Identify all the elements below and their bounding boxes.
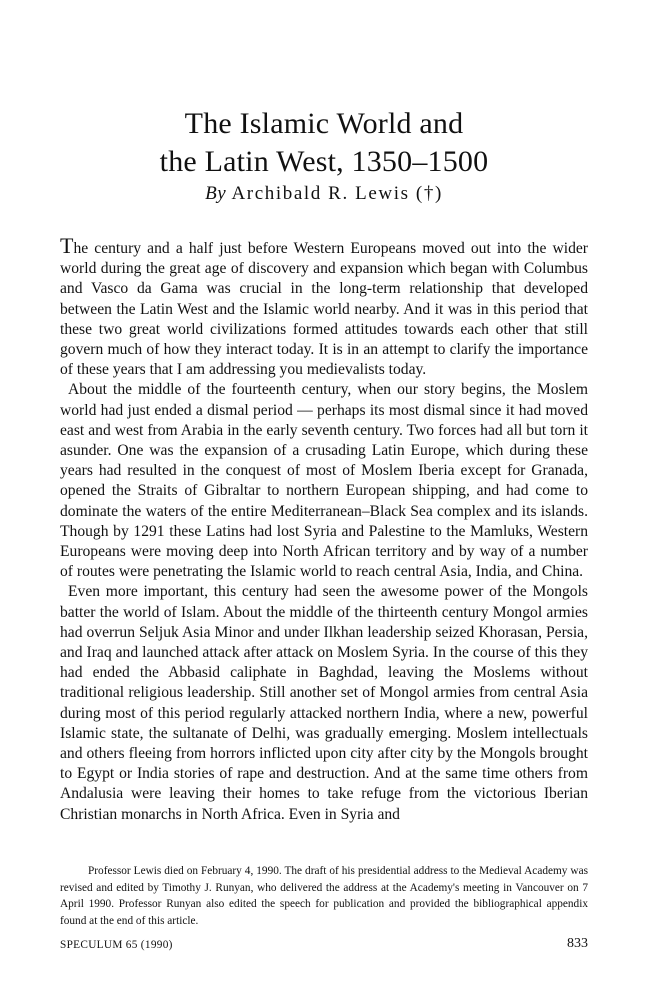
byline	[0, 183, 648, 205]
paragraph-1-text: he century and a half just before Western Europeans moved out into the wider world during the great age of discovery and expansion which began with Columbus and Vasco da Gama was crucial in the long-term relationship that developed between the Latin West and the Islamic world nearby. And it was in this period that these two great world civilizations formed attitudes towards each other that still govern much of how they interact today. It is in an attempt to clarify the importance of these years that I am addressing you medievalists today.	[60, 240, 588, 379]
paragraph-3: Even more important, this century had seen the awesome power of the Mongols batter the world of Islam. About the middle of the thirteenth century Mongol armies had overrun Seljuk Asia Minor and under Ilkhan leadership seized Khorasan, Persia, and Iraq and launched attack after attack on Moslem Syria. In the course of this they had ended the Abbasid caliphate in Baghdad, leaving the Moslems without traditional religious leadership. Still another set of Mongol armies from central Asia during most of this period regularly attacked northern India, where a new, powerful Islamic state, the sultanate of Delhi, was gradually emerging. Moslem intellectuals and others fleeing from horrors inflicted upon city after city by the Mongols brought to Egypt or India stories of rape and destruction. And at the same time others from Andalusia were leaving their homes to take refuge from the victorious Iberian Christian monarchs in North Africa. Even in Syria and	[60, 583, 588, 823]
footnote	[60, 863, 588, 929]
author-name: Archibald R. Lewis (†)	[231, 183, 443, 204]
article-body	[60, 233, 588, 825]
paragraph-1	[60, 233, 588, 380]
byline-prefix: By	[205, 183, 227, 204]
article-title-line-2: the Latin West, 1350–1500	[159, 145, 489, 178]
drop-cap: T	[60, 233, 74, 258]
paragraph-2: About the middle of the fourteenth century, when our story begins, the Moslem world had just ended a dismal period — perhaps its most dismal since it had moved east and west from Arabia in the early seventh century. Two forces had all but torn it asunder. One was the expansion of a crusading Latin Europe, which during these years had resulted in the conquest of most of Moslem Iberia except for Granada, opened the Straits of Gibraltar to northern European shipping, and had come to dominate the waters of the entire Mediterranean–Black Sea complex and its islands. Though by 1291 these Latins had lost Syria and Palestine to the Mamluks, Western Europeans were moving deep into North African territory and by way of a number of routes were penetrating the Islamic world to reach central Asia, India, and China.	[60, 381, 588, 581]
page-number: 833	[567, 936, 588, 951]
journal-citation: SPECULUM 65 (1990)	[60, 939, 173, 951]
footnote-text: Professor Lewis died on February 4, 1990. The draft of his presidential address to the Medieval Academy was revised and edited by Timothy J. Runyan, who delivered the address at the Academy's meeting in Vancouver on 7 April 1990. Professor Runyan also edited the speech for publication and provided the bibliographical appendix found at the end of this article.	[60, 865, 588, 927]
article-title-line-1: The Islamic World and	[184, 107, 464, 140]
